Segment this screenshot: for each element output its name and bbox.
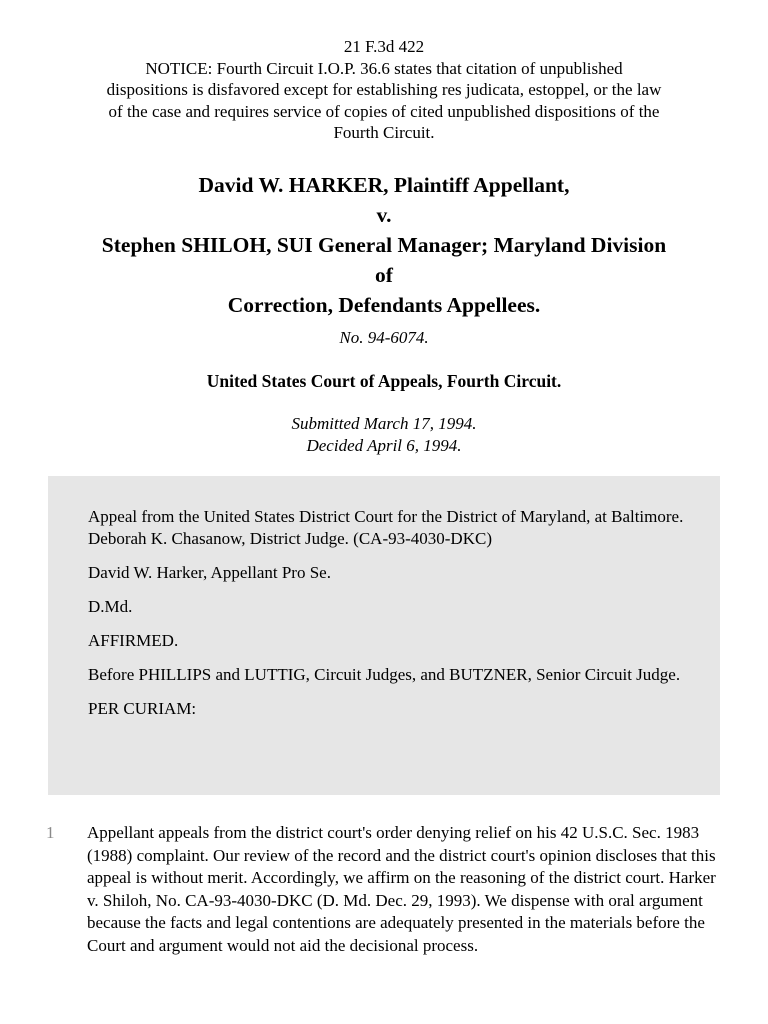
synopsis-box [48, 476, 720, 795]
notice-line-3: of the case and requires service of copies of cited unpublished dispositions of the [108, 101, 660, 121]
disposition: AFFIRMED. [88, 631, 179, 650]
caption-versus: v. [376, 203, 392, 227]
submitted-date: Submitted March 17, 1994. [291, 414, 477, 433]
paragraph-number: 1 [46, 823, 55, 842]
district: D.Md. [88, 597, 133, 616]
caption-appellee-line-2: of [375, 263, 393, 287]
caption-appellee-line-3: Correction, Defendants Appellees. [227, 293, 541, 317]
notice-line-2: dispositions is disfavored except for establishing res judicata, estoppel, or the law [106, 80, 662, 99]
opinion-author: PER CURIAM: [88, 699, 197, 718]
counsel: David W. Harker, Appellant Pro Se. [88, 563, 331, 582]
panel: Before PHILLIPS and LUTTIG, Circuit Judges, and BUTZNER, Senior Circuit Judge. [88, 665, 681, 684]
notice-line-4: Fourth Circuit. [333, 123, 435, 142]
caption-appellee-line-1: Stephen SHILOH, SUI General Manager; Maryland Division [101, 233, 667, 257]
notice-line-1: NOTICE: Fourth Circuit I.O.P. 36.6 states that citation of unpublished [145, 58, 623, 78]
court-name: United States Court of Appeals, Fourth Circuit. [206, 371, 562, 391]
citation: 21 F.3d 422 [343, 37, 425, 56]
case-dates [0, 413, 768, 457]
document-header [40, 36, 728, 144]
caption-appellant: David W. HARKER, Plaintiff Appellant, [198, 173, 570, 197]
case-caption [30, 170, 738, 320]
docket-number: No. 94-6074. [339, 328, 429, 347]
decided-date: Decided April 6, 1994. [306, 436, 462, 455]
appeal-from: Appeal from the United States District Court for the District of Maryland, at Baltimore. Deborah K. Chasanow, District Judge. (CA-93-4030-DKC) [88, 507, 684, 548]
opinion-paragraph: Appellant appeals from the district court's order denying relief on his 42 U.S.C. Sec. 1983 (1988) complaint. Our review of the record and the district court's opinion discloses that this appeal is without merit. Accordingly, we affirm on the reasoning of the district court. Harker v. Shiloh, No. CA-93-4030-DKC (D. Md. Dec. 29, 1993). We dispense with oral argument because the facts and legal contentions are adequately presented in the materials before the Court and argument would not aid the decisional process. [87, 823, 716, 955]
